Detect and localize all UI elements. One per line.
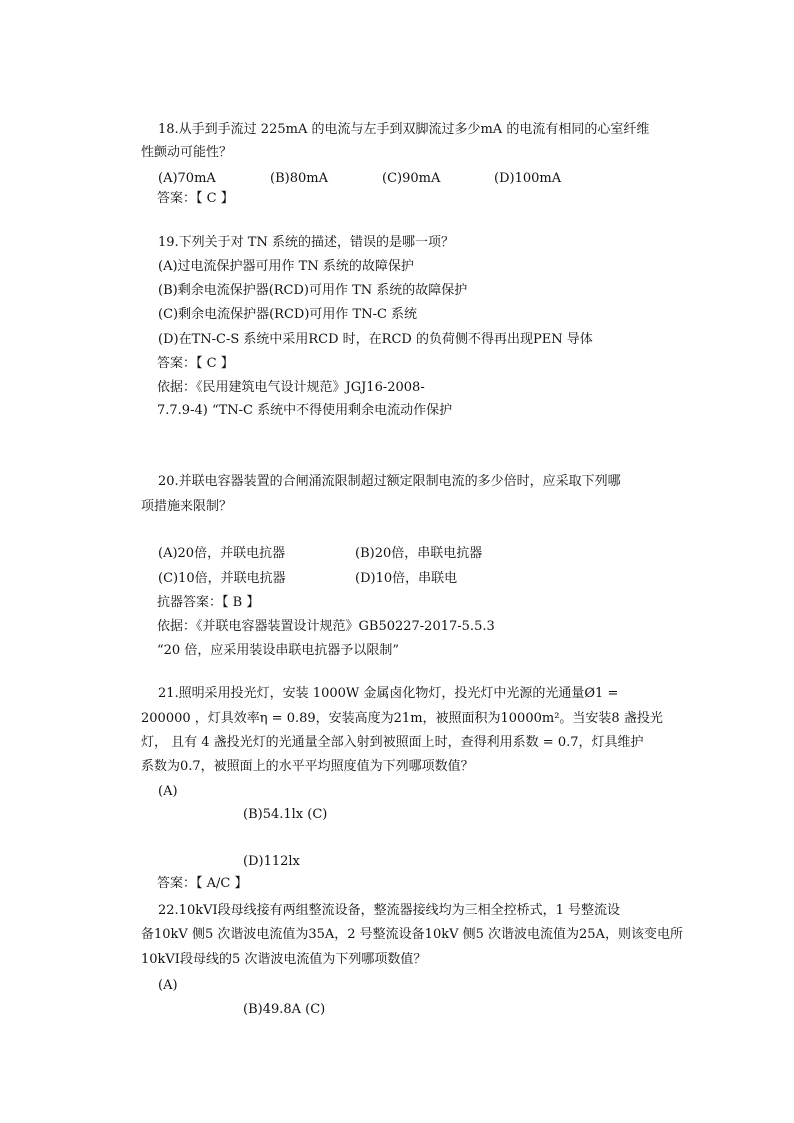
- q20-option-d: (D)10倍，串联电: [355, 571, 458, 586]
- q21-stem-cont-2: 灯， 且有 4 盏投光灯的光通量全部入射到被照面上时，查得利用系数 = 0.7，灯具维护: [141, 735, 644, 750]
- q18-option-a: (A)70mA: [158, 171, 216, 186]
- q19-option-c: (C)剩余电流保护器(RCD)可用作 TN-C 系统: [158, 307, 418, 322]
- q19-option-b: (B)剩余电流保护器(RCD)可用作 TN 系统的故障保护: [158, 283, 468, 298]
- q21-stem: 21.照明采用投光灯，安装 1000W 金属卤化物灯，投光灯中光源的光通量Ø1 =: [158, 686, 619, 701]
- q22-option-a: (A): [158, 978, 178, 993]
- q21-answer: 答案：【 A/C 】: [157, 876, 248, 891]
- q20-basis-cont: “20 倍，应采用装设串联电抗器予以限制”: [157, 643, 399, 658]
- q21-option-a: (A): [158, 784, 178, 799]
- q20-stem: 20.并联电容器装置的合闸涌流限制超过额定限制电流的多少倍时，应采取下列哪: [158, 474, 621, 489]
- q18-answer: 答案：【 C 】: [157, 191, 234, 206]
- q21-option-b-c: (B)54.1lx (C): [243, 807, 328, 822]
- q22-stem-cont-1: 备10kV 侧5 次谐波电流值为35A，2 号整流设备10kV 侧5 次谐波电流值为25A，则该变电所: [141, 927, 683, 942]
- q18-stem: 18.从手到手流过 225mA 的电流与左手到双脚流过多少mA 的电流有相同的心室纤维: [158, 122, 650, 137]
- q20-basis: 依据：《并联电容器装置设计规范》GB50227-2017-5.5.3: [157, 619, 495, 634]
- q20-option-b: (B)20倍，串联电抗器: [355, 546, 483, 561]
- q22-stem: 22.10kVⅠ段母线接有两组整流设备，整流器接线均为三相全控桥式，1 号整流设: [158, 903, 621, 918]
- q22-stem-cont-2: 10kVⅠ段母线的5 次谐波电流值为下列哪项数值？: [141, 952, 427, 967]
- q19-option-d: (D)在TN-C-S 系统中采用RCD 时，在RCD 的负荷侧不得再出现PEN 导体: [158, 332, 593, 347]
- q22-option-b-c: (B)49.8A (C): [243, 1002, 326, 1017]
- q21-stem-cont-1: 200000 ，灯具效率η = 0.89，安装高度为21m，被照面积为10000m²。当安装8 盏投光: [141, 711, 663, 726]
- q19-option-a: (A)过电流保护器可用作 TN 系统的故障保护: [158, 259, 414, 274]
- q21-option-d: (D)112lx: [243, 854, 300, 869]
- q21-stem-cont-3: 系数为0.7，被照面上的水平平均照度值为下列哪项数值？: [141, 759, 474, 774]
- q19-stem: 19.下列关于对 TN 系统的描述，错误的是哪一项？: [158, 235, 454, 250]
- q18-option-b: (B)80mA: [270, 171, 328, 186]
- q18-option-d: (D)100mA: [494, 171, 562, 186]
- q20-option-c: (C)10倍，并联电抗器: [158, 571, 286, 586]
- q19-basis-cont: 7.7.9-4) “TN-C 系统中不得使用剩余电流动作保护: [157, 403, 453, 418]
- q20-option-a: (A)20倍，并联电抗器: [158, 546, 286, 561]
- q20-answer: 抗器答案：【 B 】: [157, 595, 260, 610]
- q19-answer: 答案：【 C 】: [157, 356, 234, 371]
- q20-stem-cont: 项措施来限制？: [141, 499, 233, 514]
- q19-basis: 依据：《民用建筑电气设计规范》JGJ16-2008-: [157, 380, 425, 395]
- q18-option-c: (C)90mA: [382, 171, 441, 186]
- q18-stem-cont: 性颤动可能性？: [141, 145, 233, 160]
